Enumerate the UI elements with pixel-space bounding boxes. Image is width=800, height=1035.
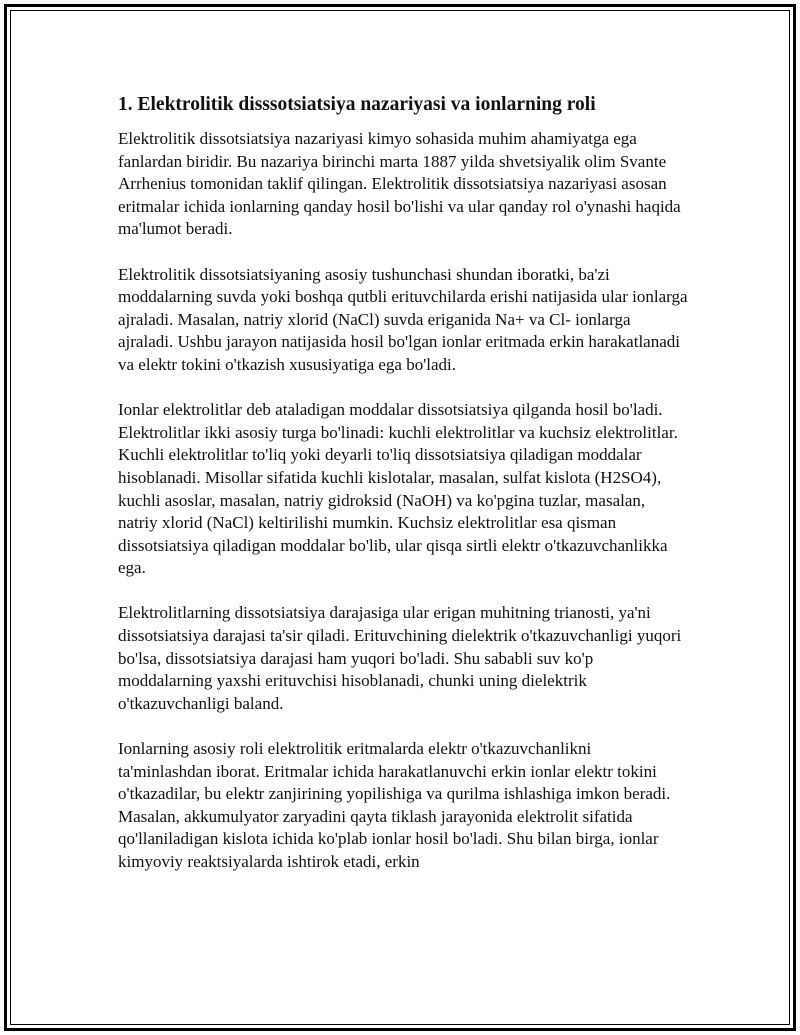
- paragraph-2: Elektrolitik dissotsiatsiyaning asosiy tushunchasi shundan iboratki, ba'zi moddalarning suvda yoki boshqa qutbli erituvchilarda erishi natijasida ular ionlarga ajraladi. Masalan, natriy xlorid (NaCl) suvda eriganida Na+ va Cl- ionlarga ajraladi. Ushbu jarayon natijasida hosil bo'lgan ionlar eritmada erkin harakatlanadi va elektr tokini o'tkazish xususiyatiga ega bo'ladi.: [118, 264, 688, 374]
- paragraph-4: Elektrolitlarning dissotsiatsiya darajasiga ular erigan muhitning trianosti, ya'ni dissotsiatsiya darajasi ta'sir qiladi. Erituvchining dielektrik o'tkazuvchanligi yuqori bo'lsa, dissotsiatsiya darajasi ham yuqori bo'ladi. Shu sababli suv ko'p moddalarning yaxshi erituvchisi hisoblanadi, chunki uning dielektrik o'tkazuvchanligi baland.: [118, 603, 682, 713]
- paragraph-3: Ionlar elektrolitlar deb ataladigan moddalar dissotsiatsiya qilganda hosil bo'ladi. Elektrolitlar ikki asosiy turga bo'linadi: kuchli elektrolitlar va kuchsiz elektrolitlar. Kuchli elektrolitlar to'liq yoki deyarli to'liq dissotsiatsiya qiladigan moddalar hisoblanadi. Misollar sifatida kuchli kislotalar, masalan, sulfat kislota (H2SO4), kuchli asoslar, masalan, natriy gidroksid (NaOH) va ko'pgina tuzlar, masalan, natriy xlorid (NaCl) keltirilishi mumkin. Kuchsiz elektrolitlar esa qisman dissotsiatsiya qiladigan moddalar bo'lib, ular qisqa sirtli elektr o'tkazuvchanlikka ega.: [118, 400, 678, 578]
- document-body: [118, 92, 688, 896]
- paragraph-5: Ionlarning asosiy roli elektrolitik eritmalarda elektr o'tkazuvchanlikni ta'minlashdan iborat. Eritmalar ichida harakatlanuvchi erkin ionlar elektr tokini o'tkazadilar, bu elektr zanjirining yopilishiga va qurilma ishlashiga imkon beradi. Masalan, akkumulyator zaryadini qayta tiklash jarayonida elektrolit sifatida qo'llaniladigan kislota ichida ko'plab ionlar hosil bo'ladi. Shu bilan birga, ionlar kimyoviy reaktsiyalarda ishtirok etadi, erkin: [118, 739, 671, 871]
- document-title: 1. Elektrolitik disssotsiatsiya nazariyasi va ionlarning roli: [118, 94, 596, 115]
- paragraph-1: Elektrolitik dissotsiatsiya nazariyasi kimyo sohasida muhim ahamiyatga ega fanlardan biridir. Bu nazariya birinchi marta 1887 yilda shvetsiyalik olim Svante Arrhenius tomonidan taklif qilingan. Elektrolitik dissotsiatsiya nazariyasi asosan eritmalar ichida ionlarning qanday hosil bo'lishi va ular qanday rol o'ynashi haqida ma'lumot beradi.: [118, 129, 681, 239]
